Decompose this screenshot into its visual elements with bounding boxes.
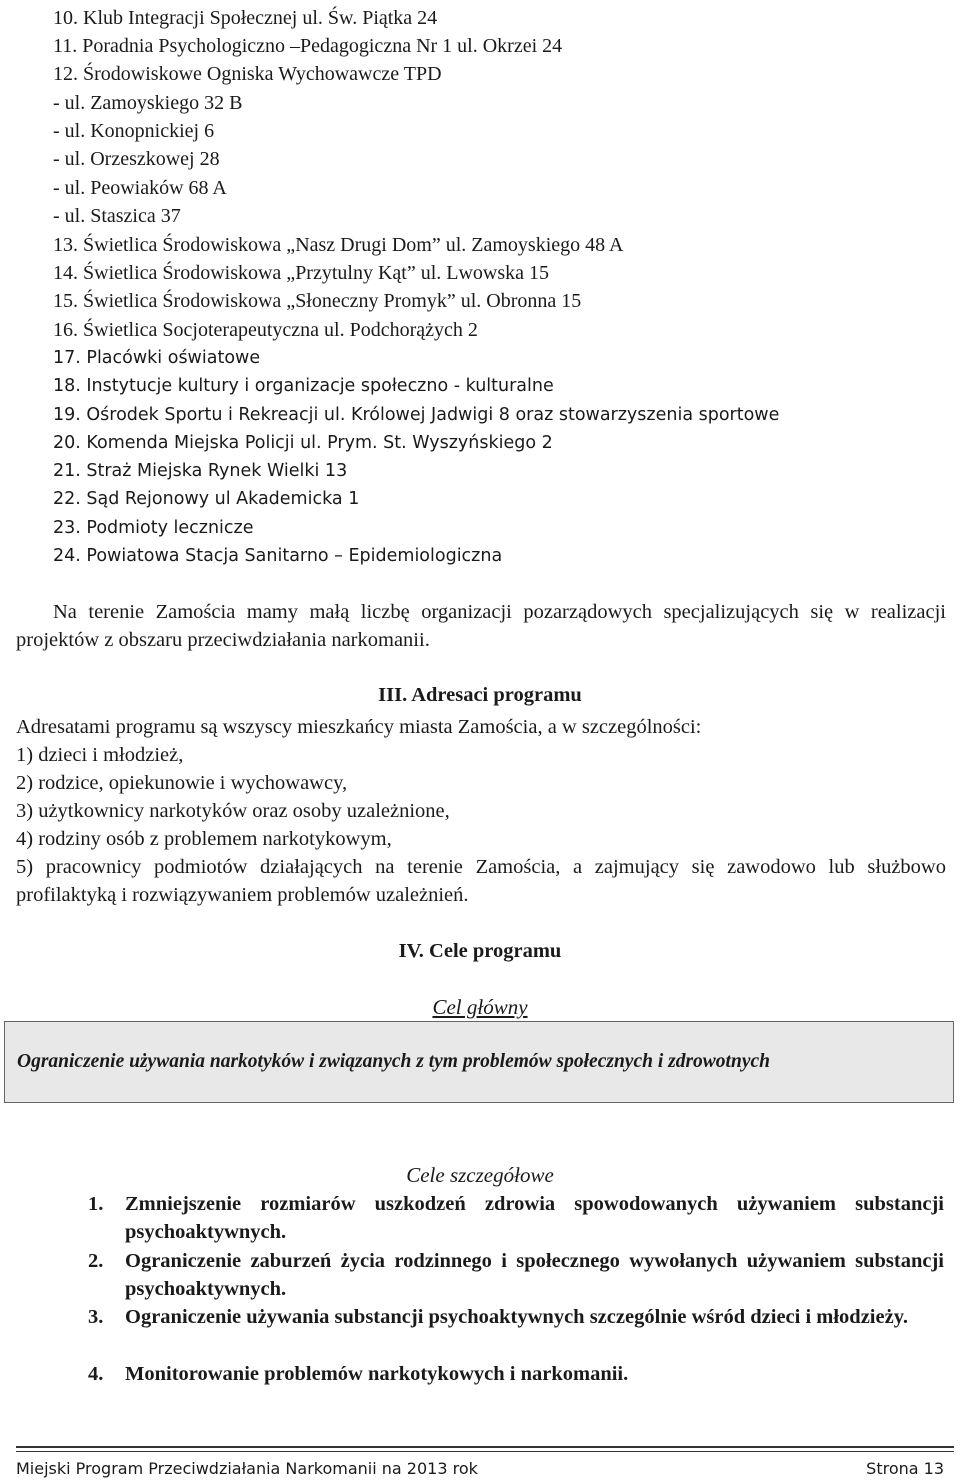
list-item: 10. Klub Integracji Społecznej ul. Św. Piątka 24 [53,7,438,29]
list-item: 22. Sąd Rejonowy ul Akademicka 1 [53,489,360,509]
specific-goal-item [88,1247,944,1303]
list-item: - ul. Peowiaków 68 A [53,177,227,199]
section-3-heading: III. Adresaci programu [378,684,582,706]
list-item: 20. Komenda Miejska Policji ul. Prym. St. Wyszyńskiego 2 [53,433,553,453]
specific-goal-item [88,1303,944,1331]
list-item: 19. Ośrodek Sportu i Rekreacji ul. Królowej Jadwigi 8 oraz stowarzyszenia sportowe [53,405,780,425]
list-item: 12. Środowiskowe Ogniska Wychowawcze TPD [53,63,442,85]
goal-text: Ograniczenie zaburzeń życia rodzinnego i społecznego wywołanych używaniem substancji psychoaktywnych. [125,1250,944,1300]
addressee-item: 5) pracownicy podmiotów działających na terenie Zamościa, a zajmujący się zawodowo lub służbowo profilaktyką i rozwiązywaniem problemów uzależnień. [16,856,946,906]
main-goal-text: Ograniczenie używania narkotyków i związanych z tym problemów społecznych i zdrowotnych [17,1051,770,1072]
list-item: 17. Placówki oświatowe [53,348,261,368]
list-item: 15. Świetlica Środowiskowa „Słoneczny Promyk” ul. Obronna 15 [53,290,582,312]
list-item: - ul. Orzeszkowej 28 [53,148,220,170]
goal-text: Ograniczenie używania substancji psychoaktywnych szczególnie wśród dzieci i młodzieży. [125,1306,908,1328]
goal-number: 2. [88,1250,104,1272]
list-item: 21. Straż Miejska Rynek Wielki 13 [53,461,348,481]
page-number: Strona 13 [866,1459,944,1478]
goal-number: 4. [88,1363,104,1385]
footer-title: Miejski Program Przeciwdziałania Narkomanii na 2013 rok [16,1459,478,1478]
list-item: - ul. Zamoyskiego 32 B [53,92,243,114]
footer-divider [16,1451,954,1452]
goal-text: Zmniejszenie rozmiarów uszkodzeń zdrowia spowodowanych używaniem substancji psychoaktywnych. [125,1193,944,1243]
addressee-item: 2) rodzice, opiekunowie i wychowawcy, [16,772,348,794]
goal-number: 1. [88,1193,104,1215]
list-item: 18. Instytucje kultury i organizacje społeczno - kulturalne [53,376,554,396]
footer-divider [16,1446,954,1448]
list-item: - ul. Konopnickiej 6 [53,120,215,142]
goal-number: 3. [88,1306,104,1328]
addressee-item: 3) użytkownicy narkotyków oraz osoby uzależnione, [16,800,450,822]
addressee-item: 4) rodziny osób z problemem narkotykowym, [16,828,392,850]
ngo-paragraph: Na terenie Zamościa mamy małą liczbę organizacji pozarządowych specjalizujących się w realizacji projektów z obszaru przeciwdziałania narkomanii. [16,601,946,651]
goal-text: Monitorowanie problemów narkotykowych i narkomanii. [125,1363,629,1385]
section-3-intro: Adresatami programu są wszyscy mieszkańcy miasta Zamościa, a w szczególności: [16,716,702,738]
list-item: 24. Powiatowa Stacja Sanitarno – Epidemiologiczna [53,546,503,566]
addressee-item: 1) dzieci i młodzież, [16,744,184,766]
specific-goal-item [88,1360,944,1388]
list-item: 13. Świetlica Środowiskowa „Nasz Drugi Dom” ul. Zamoyskiego 48 A [53,234,624,256]
list-item: 16. Świetlica Socjoterapeutyczna ul. Podchorążych 2 [53,319,478,341]
section-4-heading: IV. Cele programu [398,940,562,962]
list-item: 11. Poradnia Psychologiczno –Pedagogiczna Nr 1 ul. Okrzei 24 [53,35,563,57]
list-item: 14. Świetlica Środowiskowa „Przytulny Kąt” ul. Lwowska 15 [53,262,550,284]
main-goal-box [4,1021,954,1103]
specific-goals-label: Cele szczegółowe [406,1163,554,1187]
list-item: - ul. Staszica 37 [53,205,181,227]
main-goal-label: Cel główny [432,995,528,1019]
list-item: 23. Podmioty lecznicze [53,518,254,538]
specific-goal-item [88,1190,944,1246]
